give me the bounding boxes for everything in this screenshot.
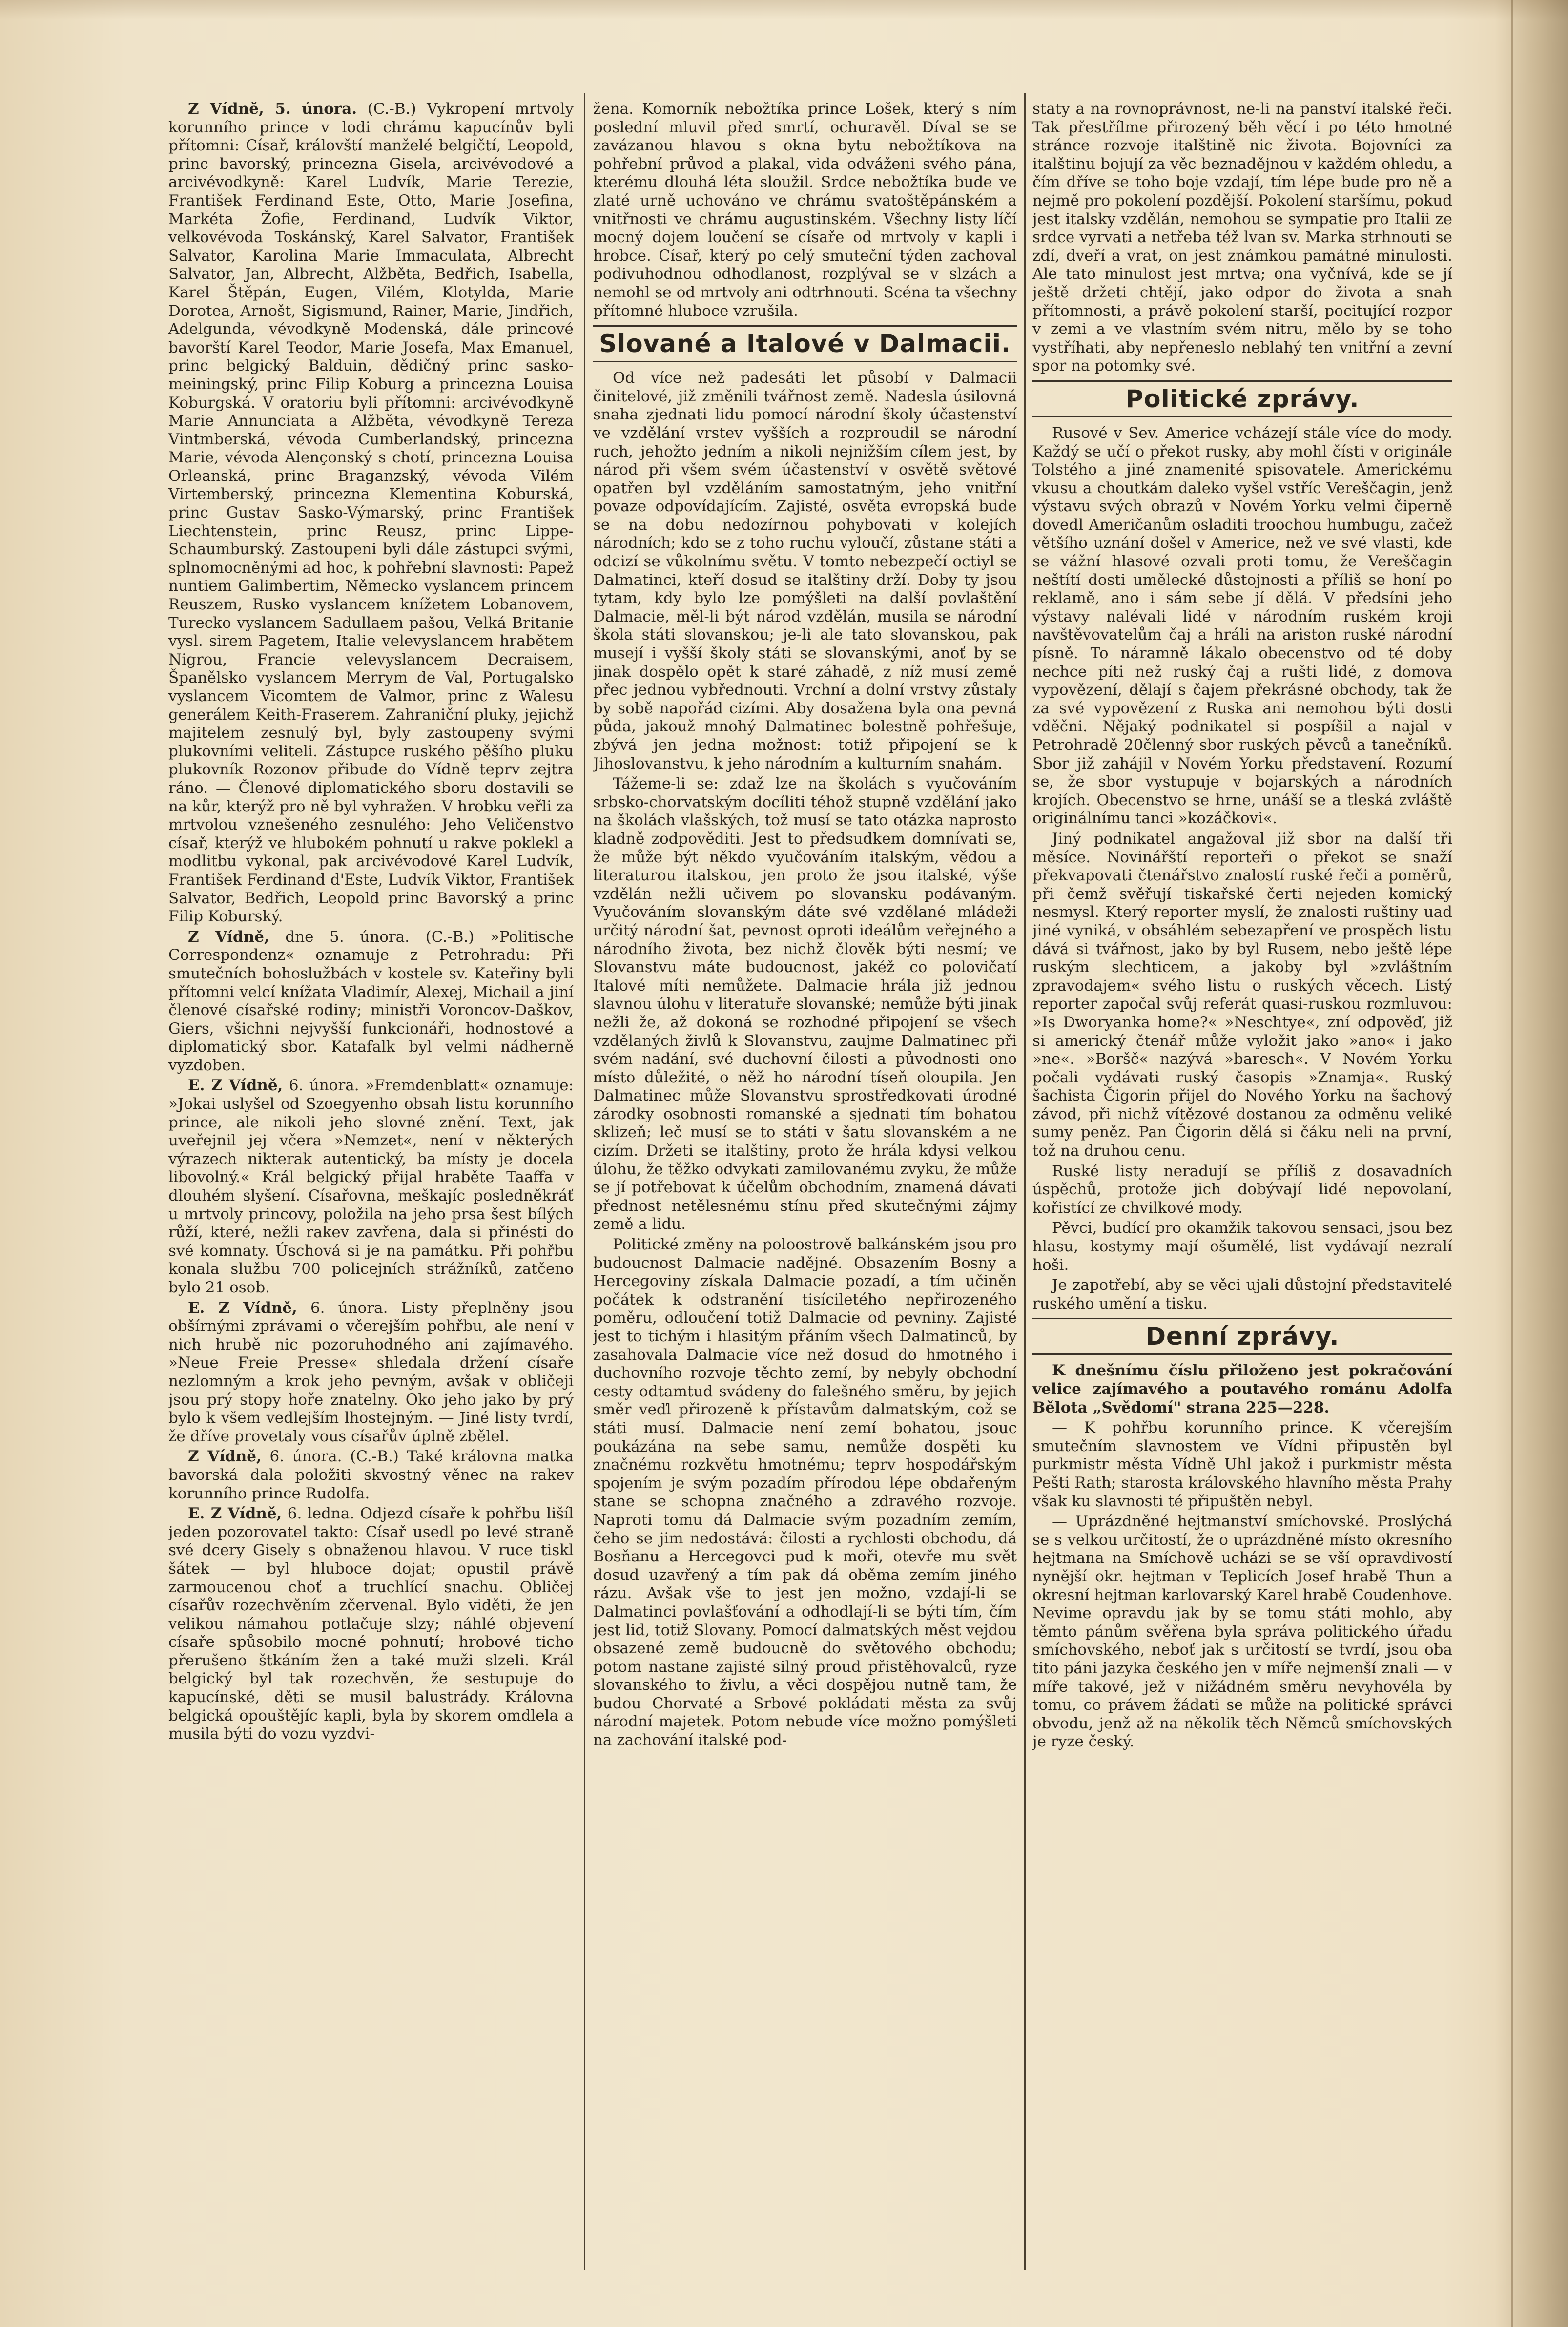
article-paragraph: staty a na rovnoprávnost, ne-li na panství italské řeči. Tak přestřílme přirozený běh věcí i po této hmotné stránce rozvoje italštině nic života. Bojovníci za italštinu bojují za věc beznadějnou v každém ohledu, a čím dříve se toho boje vzdají, tím lépe bude pro ně a nejmě pro pokolení pozdější. Pokolení staršímu, pokud jest italsky vzdělán, nemohou se sympatie pro Italii ze srdce vyrvati a netřeba též lvan sv. Marka strhnouti se zdí, dveří a vrat, on jest známkou památné minulosti. Ale tato minulost jest mrtva; ona vyčnívá, kde se jí ještě držeti chtějí, jako odpor do života a snah přítomnosti, a právě pokolení starší, pocitující rozpor v zemi a ve vlastním svém nitru, mělo by se toho vystříhati, aby nepřeneslо neblahý ten vnitřní a zevní spor na potomky své. [1032,100,1452,375]
news-item: Jiný podnikatel angažoval již sbor na další tři měsíce. Novinářští reporteři o překot se snaží překvapovati čtenářstvo znalostí ruské řeči a poměrů, při čemž svěřují tiskařské čerti nejeden komický nesmysl. Který reporter myslí, že znalosti ruštiny uad jiné vyniká, v obsáhlém sebezapření ve prospěch listu dává si tvářnost, jako by byl Rusem, nebo ještě lépe ruským slechticem, a jakoby byl »zvláštním zpravodajem« svého listu o ruských věcech. Listý reporter započal svůj referát quasi-ruskou rozmluvou: »Is Dworyanka home?« »Neschtye«, zní odpověď, již si americký čtenář může vyložit jako »ano« i jako »ne«. »Boršč« nazývá »baresch«. V Novém Yorku počali vydávati ruský časopis »Znamja«. Ruský šachista Čigorin přijel do Nového Yorku na šachový závod, při nichž vítězové dostanou za odměnu veliké sumy peněz. Pan Čigorin dělá si čáku neli na první, tož na druhou cenu. [1032,830,1452,1160]
news-text: (C.-B.) Vykropení mrtvoly korunního prince v lodi chrámu kapucínův byli přítomni: Císař, královští manželé belgičtí, Leopold, princ bavorský, princezna Gisela, arcivévodové a arcivévodkyně: Karel Ludvík, Marie Terezie, František Ferdinand Este, Otto, Marie Josefina, Markéta Žofie, Ferdinand, Ludvík Viktor, velkovévoda Toskánský, Karel Salvator, František Salvator, Karolina Marie Immaculata, Albrecht Salvator, Jan, Albrecht, Alžběta, Bedřich, Isabella, Karel Štěpán, Eugen, Vilém, Klotylda, Marie Dorotea, Arnošt, Sigismund, Rainer, Marie, Jindřich, Adelgunda, vévodkyně Modenská, dále princové bavorští Karel Teodor, Marie Josefa, Max Emanuel, princ belgický Balduin, dědičný princ sasko-meiningský, princ Filip Koburg a princezna Louisa Koburgská. V oratoriu byli přítomni: arcivévodkyně Marie Annunciata a Alžběta, vévodkyně Tereza Vintmberská, vévoda Cumberlandský, princezna Marie, vévoda Alençonský s chotí, princezna Louisa Orleanská, princ Braganzský, vévoda Vilém Virtemberský, princezna Klementina Koburská, princ Gustav Sasko-Výmarský, princ František Liechtenstein, princ Reusz, princ Lippe-Schaumburský. Zastoupeni byli dále zástupci svými, splnomocněnými ad hoc, k pohřební slavnosti: Papež nuntiem Galimbertim, Německo vyslancem princem Reuszem, Rusko vyslancem knížetem Lobanovem, Turecko vyslancem Sadullaem pašou, Velká Britanie vysl. sirem Pagetem, Italie velevyslancem hrabětem Nigrou, Francie velevyslancem Decraisem, Španělsko vyslancem Merrym de Val, Portugalsko vyslancem Vicomtem de Valmor, princ z Walesu generálem Keith-Fraserem. Zahraniční pluky, jejichž majitelem zesnulý byl, byly zastoupeny svými plukovními veliteli. Zástupce ruského pěšího pluku plukovník Rozonov přibude do Vídně teprv zejtra ráno. — Členové diplomatického sboru dostavili se na kůr, kterýž pro ně byl vyhražen. V hrobku veřli za mrtvolou vznešeného zesnulého: Jeho Veličenstvo císař, kterýž ve hlubokém pohnutí u rakve poklekl a modlitbu vykonal, pak arcivévodové Karel Ludvík, František Ferdinand d'Este, Ludvík Viktor, František Salvator, Bedřich, Leopold princ Bavorský a princ Filip Koburský. [168,100,574,926]
news-item [168,928,574,1075]
section-heading: Politické zprávy. [1125,384,1360,413]
news-item: K dnešnímu číslu přiloženo jest pokračování velice zajímavého a poutavého románu Adolfa Bělota „Svědomí" strana 225—228. [1032,1362,1452,1416]
page-fold [1511,0,1513,2327]
page-top-shadow [0,0,1568,20]
news-item: Pěvci, budící pro okamžik takovou sensaci, jsou bez hlasu, kostymy mají ošumělé, list vydávají nezralí hoši. [1032,1219,1452,1274]
section-heading-box [593,325,1017,362]
news-text: dne 5. února. (C.-B.) »Politische Correspondenz« oznamuje z Petrohradu: Při smutečních bohoslužbách v kostele sv. Kateřiny byli přítomni velcí knížata Vladimír, Alexej, Michail a jiní členové císařské rodiny; ministři Voroncov-Daškov, Giers, všichni nejvyšší funkcionáři, hodnostové a diplomatický sbor. Katafalk byl velmi nádherně vyzdoben. [168,928,574,1074]
section-heading-box [1032,1318,1452,1355]
dateline: E. Z Vídně, [188,1505,282,1523]
news-item [168,1505,574,1744]
news-item: — K pohřbu korunního prince. K včerejším smutečním slavnostem ve Vídni připustěn byl purkmistr města Vídně Uhl jakož i purkmistr města Pešti Rath; starosta královského hlavního města Prahy však ku slavnosti té připuštěn nebyl. [1032,1419,1452,1510]
news-text: 6. února. (C.-B.) Také královna matka bavorská dala položiti skvostný věnec na rakev korunního prince Rudolfa. [168,1448,574,1502]
section-heading: Denní zprávy. [1145,1322,1340,1351]
dateline: E. Z Vídně, [188,1299,297,1317]
news-item [168,1448,574,1503]
page-right-shadow [1495,0,1568,2327]
column-1 [168,100,574,2268]
news-item: žena. Komorník nebožtíka prince Lošek, který s ním poslední mluvil před smrtí, ochuravěl. Díval se se zavázanou hlavou s okna bytu nebožtíkova na pohřební průvod a plakal, vida odváženi svého pána, kterému dlouhá léta sloužil. Srdce nebožtíka bude ve zlaté urně uchováno ve chrámu svatoštěpánském a vnitřnosti ve chrámu augustinském. Všechny listy líčí mocný dojem loučení se císaře od mrtvoly v kapli i hrobce. Císař, který po celý smuteční týden zachoval podivuhodnou odhodlanost, rozplýval se v slzách a nemohl se od mrtvoly ani odtrhnouti. Scéna ta všechny přítomné hluboce vzrušila. [593,100,1017,320]
news-item [168,1299,574,1446]
news-text: 6. ledna. Odjezd císaře k pohřbu lišíl jeden pozorovatel takto: Císař usedl po levé straně své dcery Gisely s obnaženou hlavou. V ruce tiskl šátek — byl hluboce dojat; opustil právě zarmoucenou choť a truchlící snachu. Obličej císařův rozechvěním zčervenal. Bylo viděti, že jen velikou námahou potlačuje slzy; náhlé objevení císaře spůsobilo mocné pohnutí; hrobové ticho přerušeno štkáním žen a také muži slzeli. Král belgický byl tak rozechvěn, že sestupuje do kapucínské, děti se musil balustrády. Královna belgická opouštějíc kapli, byla by skorem omdlela a musila býti do vozu vyzdvi- [168,1505,574,1743]
dateline: Z Vídně, [188,928,269,946]
news-item: Rusové v Sev. Americe vcházejí stále více do mody. Každý se učí o překot rusky, aby mohl čísti v originále Tolstého a jiné znamenité spisovatele. Americkému vkusu a choutkám daleko vyšel vstříc Vereščagin, jenž výstavu svých obrazů v Novém Yorku velmi čiperně dovedl Američanům osladiti troochou humbugu, začež většího uznání došel v Americe, než ve své vlasti, kde se vážní hlasové ozvali proti tomu, že Vereščagin neštítí dosti umělecké důstojnosti a příliš se honí po reklamě, ano i sám sebe jí dělá. V předsíni jeho výstavy nalévali lidé v národním ruském kroji navštěvovatelům čaj a hráli na ariston ruské národní písně. To náramně lákalo obecenstvo od té doby nechce píti než ruský čaj a rušti lidé, z domova vypovězení, dělají s čajem překrásné obchody, tak že za své vypovězení z Ruska ani nemohou býti dosti vděčni. Nějaký podnikatel si pospíšil a najal v Petrohradě 20členný sbor ruských pěvců a tanečníků. Sbor již zahájil v Novém Yorku představení. Rozumí se, že sbor vystupuje v bojarských a národních krojích. Obecenstvo se hrne, unáší se a tleská zvláště originálnímu tanci »kozáčkovi«. [1032,424,1452,828]
news-item: — Uprázdněné hejtmanství smíchovské. Proslýchá se s velkou určitostí, že o uprázdněné místo okresního hejtmana na Smíchově ucházi se se vší opravdivostí nynější okr. hejtman v Teplicích Josef hrabě Thun a okresní hejtman karlovarský Karel hrabě Coudenhove. Nevime opravdu jak by se tomu státi mohlo, aby těmto pánům svěřena byla správa politického úřadu smíchovského, neboť jak s určitostí se tvrdí, jsou oba tito páni jazyka českého jen v míře nejmenší znali — v míře takové, jež v nižádném směru nevyhovéla by tomu, co právem žádati se může na politické správci obvodu, jenž až na několik těch Němců smíchovských je ryze český. [1032,1513,1452,1751]
news-item [168,1077,574,1297]
dateline: Z Vídně, [188,1448,262,1466]
dateline: E. Z Vídně, [188,1077,283,1095]
section-heading: Slované a Italové v Dalmacii. [599,330,1011,358]
news-item: Ruské listy neradují se příliš z dosavadních úspěchů, protože jich dobývají lidé nepovolaní, kořistící ze chvilkové mody. [1032,1162,1452,1217]
article-paragraph: Od více než padesáti let působí v Dalmacii činitelové, již změnili tvářnost země. Nadesla úsilovná snaha zjednati lidu pomocí národní školy účastenství ve vzdělání vrstev vyšších a rozproudil se národní ruch, jehožto jedním a nikoli nejnižším cílem jest, by národ při všem svém účastenství v osvětě světové opatřen byl vzděláním samostatným, jeho vnitřní povaze odpovídajícím. Zajisté, osvěta evropská bude se na dobu nedozírnou pohybovati v kolejích národních; kdo se z toho ruchu vyloučí, zůstane státi a odcizí se vůkolnímu světu. V tomto nebezpečí octiyl se Dalmatinci, kteří dosud se italštiny drží. Doby ty jsou tytam, kdy bylo lze pomýšleti na další povlaštění Dalmacie, měl-li být národ vzdělán, musila se národní škola státi slovanskou; je-li ale tato slovanskou, pak musejí i vyšší školy státi se slovanskými, anoť by se jinak dospělo opět k staré záhadě, z níž musí země přec jednou vybřednouti. Vrchní a dolní vrstvy zůstaly by sobě napořád cizími. Aby dosažena byla ona pevná půda, jakouž mnohý Dalmatinec bolestně pohřešuje, zbývá jen jedna možnost: totiž připojení se k Jihoslovanstvu, k jeho národním a kulturním snahám. [593,369,1017,772]
news-text: 6. února. Listy přeplněny jsou obšírnými zprávami o včerejším pohřbu, ale není v nich hrubě nic pozoruhodného ani zajímavého. »Neue Freie Presse« shledala držení císaře nezlomným a krok jeho pevným, avšak v obličeji jsou prý stopy hoře znatelny. Oko jeho jako by prý bylo k všem vedlejším lhostejným. — Jiné listy tvrdí, že dříve provetaly vous císařův úplně zbělel. [168,1299,574,1445]
news-text: 6. února. »Fremdenblatt« oznamuje: »Jokai uslyšel od Szoegyenho obsah listu korunního prince, ale nikoli jeho slovné znění. Text, jak uveřejnil jej včera »Nemzet«, není v některých výrazech nikterak autentický, ba místy je docela libovolný.« Král belgický přijal hraběte Taaffa v dlouhém slyšení. Císařovna, meškajíc posledněkráť u mrtvoly princovy, položila na jeho prsa šest bílých růží, které, nežli rakev zavřena, dala si přinésti do své komnaty. Úschová si je na památku. Při pohřbu konala službu 700 policejních strážníků, zatčeno bylo 21 osob. [168,1077,574,1296]
column-3 [1032,100,1452,2268]
column-rule [1024,93,1026,2270]
section-heading-box [1032,380,1452,417]
article-paragraph: Tážeme-li se: zdaž lze na školách s vyučováním srbsko-chorvatským docíliti téhož stupně vzdělání jako na školách vlašských, tož musí se tato otázka naprosto kladně zodpověditi. Jest to předsudkem domnívati se, že může být někdo vyučováním italským, vědou a literaturou italskou, jen proto že jsou italské, výše vzdělán nežli učivem po slovansku podávaným. Vyučováním slovanským dáte své vzdělané mládeži určitý národní šat, pevnost oproti ideálům veřejného a národního života, bez nichž člověk býti nesmí; ve Slovanstvu máte budoucnost, jakéž co polovičatí Italové míti nemůžete. Dalmacie hrála již jednou slavnou úlohu v literatuře slovanské; nemůže býti jinak nežli že, až dokoná se rozhodné připojení se všech vzdělaných živlů k Slovanstvu, zaujme Dalmatinec při svém nadání, své duchovní čilosti a původnosti ono místo důležité, o něž ho národní tíseň oloupila. Jen Dalmatinec může Slovanstvu sprostředkovati úrodné zárodky osobnosti romanské a sjednati tím bohatou sklizeň; leč musí se to státi v šatu slovanském a ne cizím. Držeti se italštiny, proto že hrála kdysi velkou úlohu, že těžko odvykati zamilovanému zvyku, že může se jí potřebovat k účelům obchodním, znamená dávati přednost netělesnému stínu před skutečnými zájmy země a lidu. [593,775,1017,1233]
dateline: Z Vídně, 5. února. [188,100,357,118]
article-paragraph: Politické změny na poloostrově balkánském jsou pro budoucnost Dalmacie nadějné. Obsazením Bosny a Hercegoviny získala Dalmacie pozadí, a tím učiněn počátek k odstranění tisíciletého nepřirozeného poměru, odloučení totiž Dalmacie od pevniny. Zajisté jest to tichým i hlasitým přáním všech Dalmatinců, by zasahovala Dalmacie více než dosud do hmotného i duchovního rozvoje těchto zemí, by nebyly obchodní cesty odtamtud svádeny do falešného směru, by jejich směr veďl přirozeně k přístavům dalmatským, což se státi musí. Dalmacie není zemí bohatou, jsouc poukázána na sebe samu, nemůže dospěti ku značnému rozkvětu hmotnému; teprv hospodářským spojením je svým pozadím přírodou lépe obdařeným stane se schopna značného a zdravého rozvoje. Naproti tomu dá Dalmacie svým pozadním zemím, čeho se jim nedostává: čilosti a rychlosti obchodu, dá Bosňanu a Hercegovci pud k moři, otevře mu svět dosud uzavřený a tím pak dá oběma zemím jiného rázu. Avšak vše to jest jen možno, vzdají-li se Dalmatinci povlašťování a odhodlají-li se býti tím, čím jest lid, totiž Slovany. Pomocí dalmatských měst vejdou obsazené země budoucně do světového obchodu; potom nastane zajisté silný proud přistěhovalců, ryze slovanského to živlu, a věci dospějou nutně tam, že budou Chorvaté a Srbové pokládati města za svůj národní majetek. Potom nebude více možno pomýšleti na zachování italské pod- [593,1236,1017,1749]
news-item [168,100,574,926]
column-2 [593,100,1017,2268]
news-item: Je zapotřebí, aby se věci ujali důstojní představitelé ruského umění a tisku. [1032,1276,1452,1312]
column-rule [584,93,585,2270]
